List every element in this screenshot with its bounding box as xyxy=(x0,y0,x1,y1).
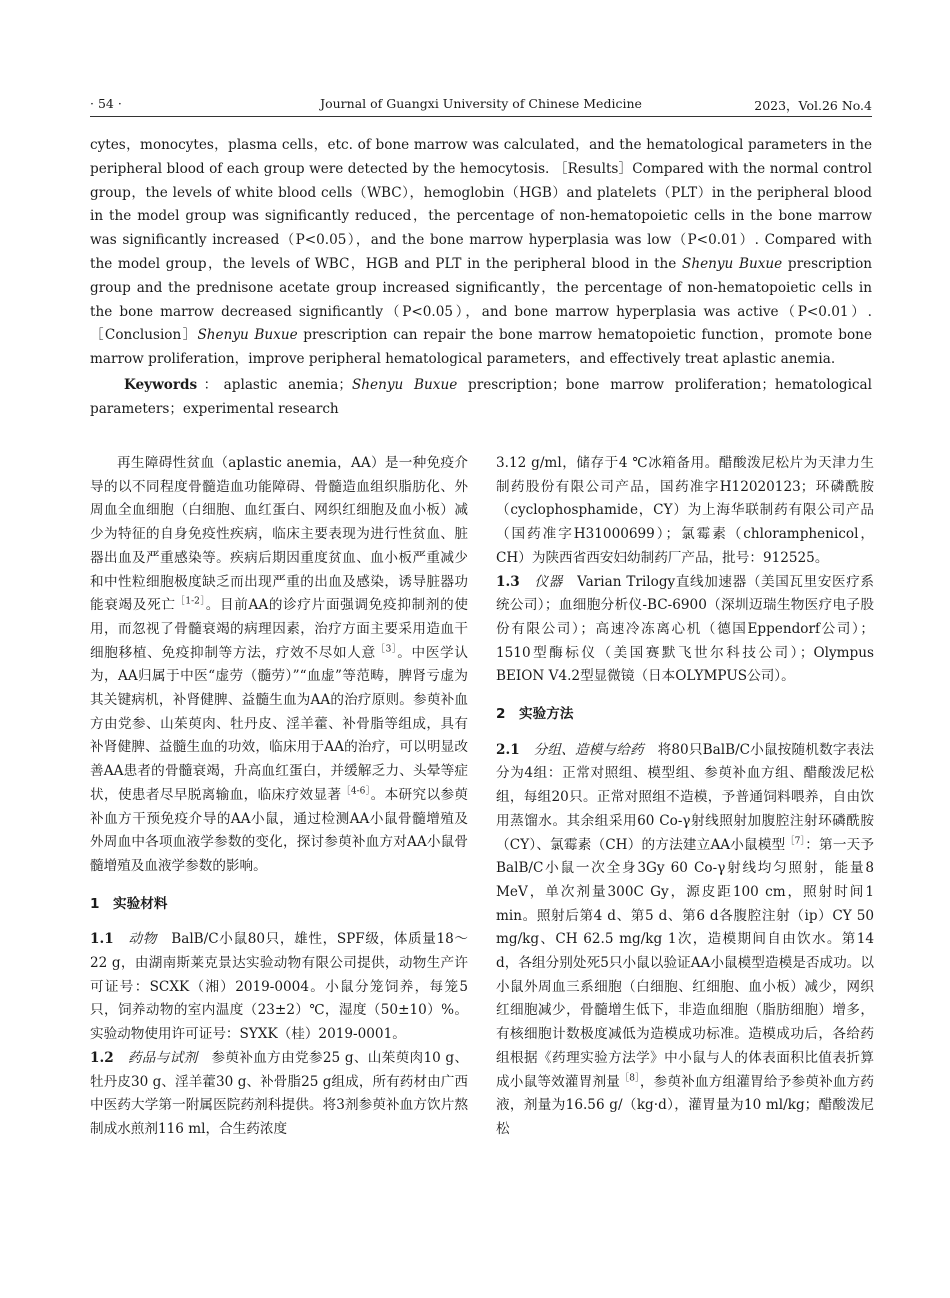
section-heading-2: 2 实验方法 xyxy=(496,706,574,723)
body-text: 。本研究以参萸补血方干预免疫介导的AA小鼠，通过检测AA小鼠骨髓增殖及外周血中各项血液学参数的变化，探讨参萸补血方对AA小鼠骨髓增殖及血液学参数的影响。 xyxy=(90,786,469,874)
abstract-paragraph xyxy=(90,134,872,372)
citation: ［1-2］ xyxy=(175,596,206,607)
subsection-number: 1.1 xyxy=(90,931,114,948)
subsection-1-1 xyxy=(90,928,468,1047)
body-text: BalB/C小鼠80只，雄性，SPF级，体质量18～22 g，由湖南斯莱克景达实验动物有限公司提供，动物生产许可证号：SCXK（湘）2019-0004。小鼠分笼饲养，每笼5只，饲养动物的室内温度（23±2）℃，湿度（50±10）%。实验动物使用许可证号：SYXK（桂）2019-0001。 xyxy=(90,931,469,1043)
subsection-1-2 xyxy=(90,1047,468,1142)
subsection-1-3 xyxy=(496,571,874,690)
subsection-number: 1.2 xyxy=(90,1049,114,1066)
volume-issue: 2023，Vol.26 No.4 xyxy=(754,98,872,113)
keywords xyxy=(90,374,872,422)
body-text: 。中医学认为，AA归属于中医“虚劳（髓劳）”“血虚”等范畴，脾肾亏虚为其关键病机，补肾健脾、益髓生血为AA的治疗原则。参萸补血方由党参、山茱萸肉、牡丹皮、淫羊藿、补骨脂等组成，具有补肾健脾、益髓生血的功效，临床用于AA的治疗，可以明显改善AA患者的骨髓衰竭，升高血红蛋白，并缓解乏力、头晕等症状，使患者尽早脱离输血，临床疗效显著 xyxy=(90,644,469,803)
body-text: 参萸补血方由党参25 g、山茱萸肉10 g、牡丹皮30 g、淫羊藿30 g、补骨脂25 g组成，所有药材由广西中医药大学第一附属医院药剂科提供。将3剂参萸补血方饮片熬制成水煎剂116 ml，合生药浓度 xyxy=(90,1049,469,1137)
herb-name: Shenyu Buxue xyxy=(682,255,783,272)
left-column xyxy=(90,452,468,1142)
subsection-title: 分组、造模与给药 xyxy=(533,741,644,758)
subsection-title: 仪器 xyxy=(534,573,563,590)
subsection-2-1 xyxy=(496,739,874,1142)
keywords-text: ：aplastic anemia； xyxy=(197,376,352,393)
subsection-title: 动物 xyxy=(128,931,157,948)
running-header xyxy=(90,94,872,117)
body-text: 再生障碍性贫血（aplastic anemia，AA）是一种免疫介导的以不同程度骨髓造血功能障碍、骨髓造血组织脂肪化、外周血全血细胞（白细胞、血红蛋白、网织红细胞及血小板）减少为特征的自身免疫性疾病，临床主要表现为进行性贫血、脏器出血及严重感染等。疾病后期因重度贫血、血小板严重减少和中性粒细胞极度缺乏而出现严重的出血及感染，诱导脏器功能衰竭及死亡 xyxy=(90,455,468,614)
subsection-number: 1.3 xyxy=(496,573,520,590)
subsection-title: 药品与试剂 xyxy=(127,1049,198,1066)
abstract-text: cytes，monocytes，plasma cells，etc. of bone marrow was calculated，and the hematological parameters in the peripheral blood of each group were detected by the hemocytosis. ［Results］Compared with the normal control group，the levels of white blood cells（WBC），hemoglobin（HGB）and platelets（PLT）in the peripheral blood in the model group was significantly reduced，the percentage of non-hematopoietic cells in the bone marrow was significantly increased（P<0.05），and the bone marrow hyperplasia was low（P<0.01）. Compared with the model group，the levels of WBC，HGB and PLT in the peripheral blood in the xyxy=(90,137,872,272)
herb-name: Shenyu Buxue xyxy=(197,327,298,344)
journal-title: Journal of Guangxi University of Chinese Medicine xyxy=(320,96,642,111)
citation: ［3］ xyxy=(375,644,398,655)
citation: ［8］ xyxy=(620,1073,640,1084)
subsection-number: 2.1 xyxy=(496,741,520,758)
keywords-label: Keywords xyxy=(124,376,198,393)
abstract-text: prescription can repair the bone marrow hematopoietic function，promote bone marrow proliferation，improve peripheral hematological parameters，and effectively treat aplastic anemia. xyxy=(90,327,872,368)
section-heading-1: 1 实验材料 xyxy=(90,895,168,912)
intro-paragraph xyxy=(90,452,468,879)
page-number: · 54 · xyxy=(90,96,122,111)
citation: ［7］ xyxy=(785,836,806,847)
english-abstract xyxy=(90,134,872,422)
body-text: 将80只BalB/C小鼠按随机数字表法分为4组：正常对照组、模型组、参萸补血方组、醋酸泼尼松组，每组20只。正常对照组不造模，予普通饲料喂养，自由饮用蒸馏水。其余组采用60 Co-γ射线照射加腹腔注射环磷酰胺（CY）、氯霉素（CH）的方法建立AA小鼠模型 xyxy=(496,741,875,853)
keywords-text: prescription；bone marrow proliferation；hematological parameters；experimental research xyxy=(90,376,872,417)
citation: ［4-6］ xyxy=(341,786,371,797)
body-text: 。目前AA的诊疗片面强调免疫抑制剂的使用，而忽视了骨髓衰竭的病理因素，治疗方面主要采用造血干细胞移植、免疫抑制等方法，疗效不尽如人意 xyxy=(90,597,469,661)
herb-name: Shenyu Buxue xyxy=(351,376,458,393)
body-text: Varian Trilogy直线加速器（美国瓦里安医疗系统公司）；血细胞分析仪-BC-6900（深圳迈瑞生物医疗电子股份有限公司）；高速冷冻离心机（德国Eppendorf公司）；1510型酶标仪（美国赛默飞世尔科技公司）；Olympus BEION V4.2型显微镜（日本OLYMPUS公司）。 xyxy=(496,573,875,685)
body-text: ：第一天予BalB/C小鼠一次全身3Gy 60 Co-γ射线均匀照射，能量8 MeV，单次剂量300C Gy，源皮距100 cm，照射时间1 min。照射后第4 d、第5 d、第6 d各腹腔注射（ip）CY 50 mg/kg、CH 62.5 mg/kg 1次，造模期间自由饮水。第14 d，各组分别处死5只小鼠以验证AA小鼠模型造模是否成功。以小鼠外周血三系细胞（白细胞、红细胞、血小板）减少，网织红细胞减少，骨髓增生低下，非造血细胞（脂肪细胞）增多，有核细胞计数极度减低为造模成功标准。造模成功后，各给药组根据《药理实验方法学》中小鼠与人的体表面积比值表折算成小鼠等效灌胃剂量 xyxy=(496,836,874,1090)
abstract-text: prescription group and the prednisone acetate group increased significantly，the percentage of non-hematopoietic cells in the bone marrow decreased significantly（P<0.05），and bone marrow hyperplasia was active（P<0.01）.［Conclusion］ xyxy=(90,255,873,344)
continued-paragraph: 3.12 g/ml，储存于4 ℃冰箱备用。醋酸泼尼松片为天津力生制药股份有限公司产品，国药准字H12020123；环磷酰胺（cyclophosphamide，CY）为上海华联制药有限公司产品（国药准字H31000699）；氯霉素（chloramphenicol，CH）为陕西省西安妇幼制药厂产品，批号：912525。 xyxy=(496,455,874,566)
right-column xyxy=(496,452,874,1142)
body-text: ，参萸补血方组灌胃给予参萸补血方药液，剂量为16.56 g/（kg·d），灌胃量为10 ml/kg；醋酸泼尼松 xyxy=(496,1073,875,1137)
